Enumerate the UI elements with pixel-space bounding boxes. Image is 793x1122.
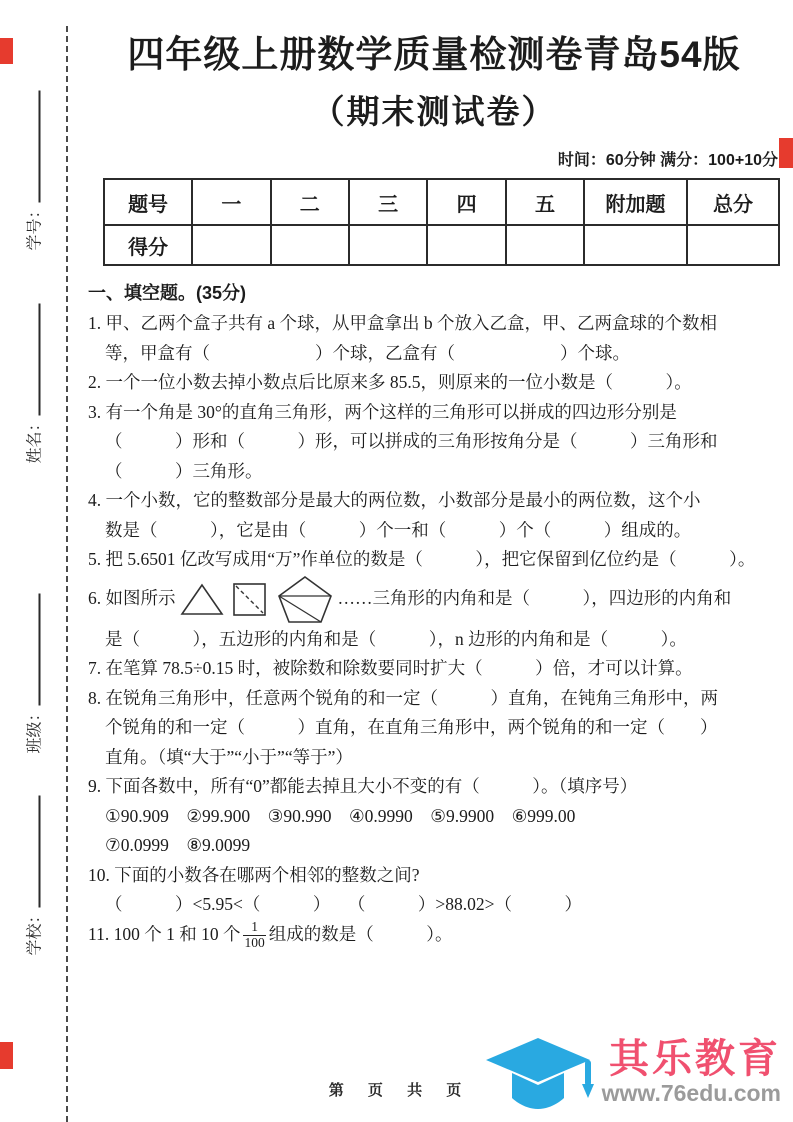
publisher-logo: [486, 1038, 781, 1118]
question-line: [88, 575, 780, 625]
exam-paper: [88, 14, 780, 951]
logo-text-block: [602, 1038, 781, 1108]
student-name-blank-line: [25, 303, 41, 415]
question-line: （ ）<5.95<（ ） （ ）>88.02>（ ）: [105, 894, 582, 914]
score-cell: [506, 225, 584, 265]
question-text: 组成的数是（ ）。: [268, 923, 453, 944]
question-text: 11. 100 个 1 和 10 个: [88, 923, 241, 944]
question-7: [88, 654, 780, 684]
fraction-1-over-100: [243, 920, 265, 951]
question-line: 2. 一个一位小数去掉小数点后比原来多 85.5，则原来的一位小数是（ ）。: [88, 372, 692, 392]
school-label: 学校：: [26, 907, 43, 956]
question-8: [88, 684, 780, 773]
question-line: [88, 920, 780, 951]
question-6: [88, 575, 780, 655]
class-field: [22, 579, 44, 754]
pentagon-divided-figure: [276, 575, 334, 625]
score-row-label: 得分: [104, 225, 192, 265]
question-3: [88, 398, 780, 487]
student-name-field: [22, 289, 44, 464]
score-cell: [427, 225, 505, 265]
score-table-header-cell: 四: [427, 179, 505, 225]
time-score-info: 时间：60分钟 满分：100+10分: [557, 152, 778, 169]
score-table-header-cell: 三: [349, 179, 427, 225]
question-line: 8. 在锐角三角形中，任意两个锐角的和一定（ ）直角，在钝角三角形中，两: [88, 687, 718, 708]
school-blank-line: [25, 795, 41, 907]
question-line: 个锐角的和一定（ ）直角，在直角三角形中，两个锐角的和一定（ ）: [105, 717, 718, 737]
question-line: 是（ ），五边形的内角和是（ ），n 边形的内角和是（ ）。: [105, 628, 687, 649]
triangle-figure: [180, 583, 224, 617]
student-name-label: 姓名：: [26, 415, 43, 464]
binding-dashed-line: [66, 26, 68, 1122]
score-cell: [687, 225, 779, 265]
question-line: 直角。（填“大于”“小于”“等于”）: [105, 746, 353, 767]
question-line: 3. 有一个角是 30°的直角三角形，两个这样的三角形可以拼成的四边形分别是: [88, 401, 677, 422]
score-cell: [584, 225, 687, 265]
fraction-numerator: 1: [243, 920, 265, 936]
score-cell: [271, 225, 349, 265]
question-line: （ ）三角形。: [105, 460, 263, 481]
section-heading-fill-blanks: 一、填空题。(35分): [88, 283, 247, 303]
student-id-field: [22, 76, 44, 251]
question-line: 5. 把 5.6501 亿改写成用“万”作单位的数是（ ），把它保留到亿位约是（ ）。: [88, 549, 756, 569]
student-id-blank-line: [25, 90, 41, 202]
question-text: ……三角形的内角和是（ ），四边形的内角和: [337, 587, 732, 608]
score-table: [103, 178, 780, 266]
question-5: [88, 545, 780, 575]
score-cell: [349, 225, 427, 265]
question-line: 9. 下面各数中，所有“0”都能去掉且大小不变的有（ ）。（填序号）: [88, 776, 638, 796]
score-table-header-row: [104, 179, 779, 225]
student-id-label: 学号：: [26, 202, 43, 251]
page-subtitle: （期末测试卷）: [311, 93, 557, 130]
fraction-denominator: 100: [244, 934, 265, 950]
score-table-header-cell: 题号: [104, 179, 192, 225]
score-cell: [192, 225, 270, 265]
question-9: [88, 772, 780, 861]
question-line: 7. 在笔算 78.5÷0.15 时，被除数和除数要同时扩大（ ）倍，才可以计算。: [88, 658, 693, 678]
question-4: [88, 486, 780, 545]
question-text: 6. 如图所示: [88, 587, 176, 608]
question-11: [88, 920, 780, 951]
score-table-header-cell: 五: [506, 179, 584, 225]
question-line: 4. 一个小数，它的整数部分是最大的两位数，小数部分是最小的两位数，这个小: [88, 490, 701, 510]
page-number-footer: 第 页 共 页: [328, 1082, 472, 1099]
class-blank-line: [25, 593, 41, 705]
score-table-header-cell: 附加题: [584, 179, 687, 225]
question-line: ①90.909 ②99.900 ③90.990 ④0.9990 ⑤9.9900 ⑥999.00: [105, 805, 576, 826]
logo-name: 其乐教育: [609, 1037, 781, 1081]
school-field: [22, 781, 44, 956]
question-line: ⑦0.0999 ⑧9.0099: [105, 835, 251, 855]
score-table-header-cell: 二: [271, 179, 349, 225]
page-title: 四年级上册数学质量检测卷青岛54版: [127, 34, 741, 75]
class-label: 班级：: [26, 705, 43, 754]
question-1: [88, 309, 780, 368]
score-table-header-cell: 一: [192, 179, 270, 225]
scan-mark-bottom-left: [0, 1042, 13, 1069]
square-with-dashed-diagonal-figure: [232, 582, 268, 618]
scan-mark-top-left: [0, 38, 13, 64]
question-line: 1. 甲、乙两个盒子共有 a 个球，从甲盒拿出 b 个放入乙盒，甲、乙两盒球的个数相: [88, 313, 718, 333]
question-line: 数是（ ），它是由（ ）个一和（ ）个（ ）组成的。: [105, 519, 692, 540]
score-table-header-cell: 总分: [687, 179, 779, 225]
graduation-cap-icon: [486, 1038, 596, 1118]
question-2: [88, 368, 780, 398]
question-line: 10. 下面的小数各在哪两个相邻的整数之间?: [88, 864, 420, 885]
scan-mark-right: [779, 138, 793, 168]
question-line: 等，甲盒有（ ）个球，乙盒有（ ）个球。: [105, 342, 630, 363]
question-line: （ ）形和（ ）形，可以拼成的三角形按角分是（ ）三角形和: [105, 431, 718, 451]
logo-url: www.76edu.com: [601, 1080, 781, 1106]
question-10: [88, 861, 780, 920]
score-table-score-row: [104, 225, 779, 265]
